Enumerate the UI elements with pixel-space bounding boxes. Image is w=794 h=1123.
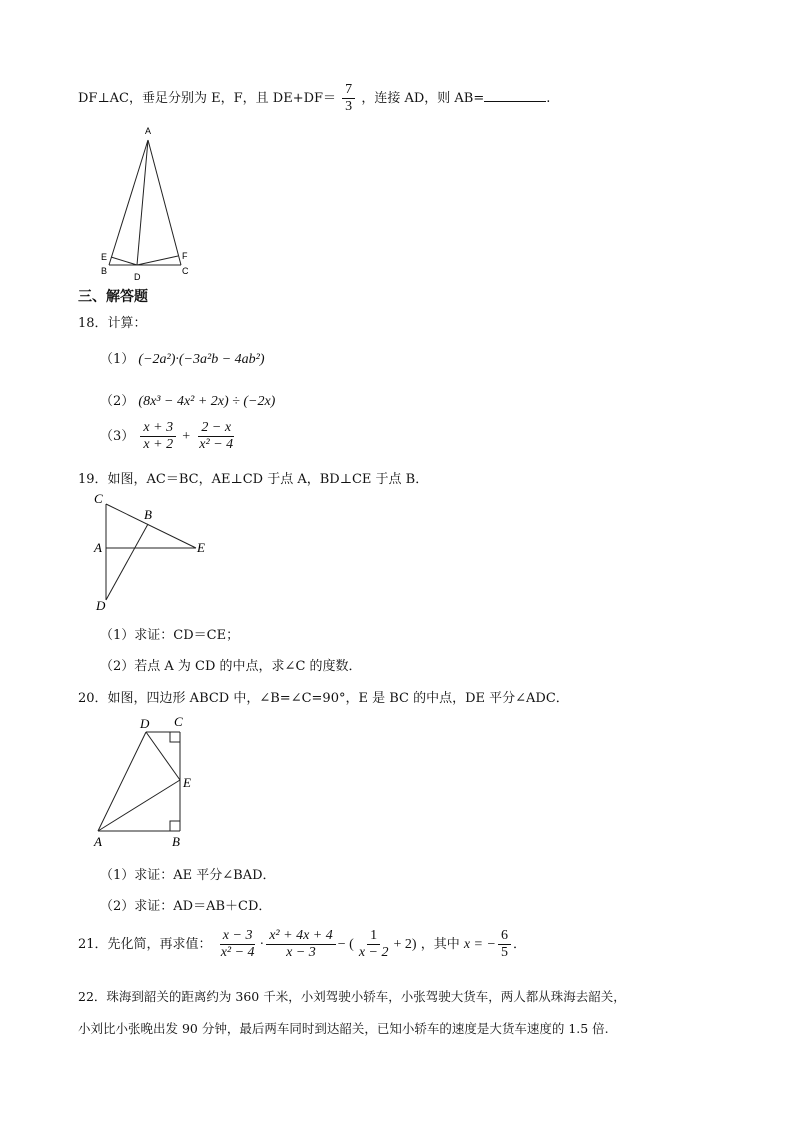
fig20-label-A: A [94, 834, 102, 849]
fig17-label-A: A [145, 126, 152, 136]
q18-number-1: （1） [100, 352, 135, 367]
fig19-label-A: A [94, 540, 102, 555]
q18-number-2: （2） [100, 394, 135, 409]
q19-subquestion-1: （1）求证：CD＝CE； [100, 628, 240, 643]
q18-item-3 [100, 420, 238, 453]
q21-stem: 21．先化简，再求值： [78, 937, 212, 952]
q21-f1-numerator: x − 3 [220, 928, 256, 945]
q21-x-value [498, 928, 511, 961]
q18-item-1 [100, 348, 265, 368]
q18-e3-f2-numerator: 2 − x [198, 420, 234, 437]
fig19-label-C: C [94, 491, 103, 506]
fig17-label-D: D [134, 272, 141, 282]
q17-fraction-denominator: 3 [345, 99, 353, 114]
q17-text-part1: DF⊥AC，垂足分别为 E，F，且 DE+DF＝ [78, 91, 337, 106]
q18-item-2 [100, 390, 275, 410]
fig19-label-E: E [197, 540, 205, 555]
q21-f2-numerator: x² + 4x + 4 [266, 928, 336, 945]
q21-xv-denominator: 5 [500, 945, 508, 960]
q21-minus-open: − ( [337, 937, 354, 952]
fig17-label-F: F [182, 251, 188, 261]
q21-fraction-3 [356, 928, 392, 961]
q18-e3-fraction-2 [196, 420, 236, 453]
q22-line-2: 小刘比小张晚出发 90 分钟，最后两车同时到达韶关，已知小轿车的速度是大货车速度的 1.5 倍. [78, 1021, 609, 1036]
q21-end: ． [512, 937, 526, 952]
q21-x-equals: x = − [463, 937, 496, 952]
q18-e3-f2-denominator: x² − 4 [199, 437, 234, 452]
q21-line [78, 928, 526, 961]
q21-plus2-close: + 2) [393, 937, 417, 952]
fig20-label-D: D [140, 716, 150, 731]
q21-where: ，其中 [420, 937, 460, 952]
q21-f3-denominator: x − 2 [358, 945, 389, 960]
q18-number-3: （3） [100, 429, 135, 444]
q19-stem: 19．如图，AC＝BC，AE⊥CD 于点 A，BD⊥CE 于点 B． [78, 472, 429, 487]
q18-e3-plus: + [182, 429, 191, 444]
q21-f1-denominator: x² − 4 [220, 945, 255, 960]
q17-text-part2: ，连接 AD，则 AB= [361, 91, 485, 106]
fig20-label-C: C [174, 714, 183, 729]
fig17-label-B: B [101, 266, 108, 276]
fig20-label-B: B [172, 834, 180, 849]
q18-expression-1: (−2a²)·(−3a²b − 4ab²) [138, 352, 265, 367]
q21-fraction-2 [266, 928, 336, 961]
q20-stem: 20．如图，四边形 ABCD 中，∠B=∠C=90°，E 是 BC 的中点，DE 平分∠ADC． [78, 691, 569, 706]
section-heading-answers: 三、解答题 [78, 289, 148, 305]
q18-e3-f1-numerator: x + 3 [140, 420, 176, 437]
q21-f2-denominator: x − 3 [286, 945, 316, 960]
q21-multiply-dot: · [259, 937, 265, 952]
q21-f3-numerator: 1 [367, 928, 380, 945]
q18-expression-2: (8x³ − 4x² + 2x) ÷ (−2x) [138, 394, 276, 409]
fig19-label-B: B [144, 507, 152, 522]
q18-stem: 18．计算： [78, 316, 147, 331]
fig17-label-E: E [101, 252, 108, 262]
figure-q19-triangles [90, 488, 215, 613]
figure-q20-quadrilateral [90, 710, 210, 852]
q21-fraction-1 [218, 928, 258, 961]
q20-subquestion-1: （1）求证：AE 平分∠BAD． [100, 868, 276, 883]
q17-tail-line [78, 82, 550, 115]
fig17-label-C: C [182, 266, 189, 276]
q22-line-1: 22．珠海到韶关的距离约为 360 千米，小刘驾驶小轿车，小张驾驶大货车，两人都从珠海去韶关， [78, 989, 626, 1004]
q18-e3-fraction-1 [140, 420, 176, 453]
figure-q17-triangle [95, 122, 200, 284]
q17-answer-blank[interactable] [484, 89, 546, 102]
q18-e3-f1-denominator: x + 2 [143, 437, 174, 452]
q17-fraction [342, 82, 355, 115]
q20-subquestion-2: （2）求证：AD＝AB＋CD． [100, 899, 272, 914]
q19-subquestion-2: （2）若点 A 为 CD 的中点，求∠C 的度数． [100, 659, 362, 674]
q21-xv-numerator: 6 [498, 928, 511, 945]
fig20-label-E: E [183, 775, 191, 790]
fig19-label-D: D [96, 598, 106, 613]
q17-text-end: . [546, 91, 551, 106]
q17-fraction-numerator: 7 [342, 82, 355, 99]
